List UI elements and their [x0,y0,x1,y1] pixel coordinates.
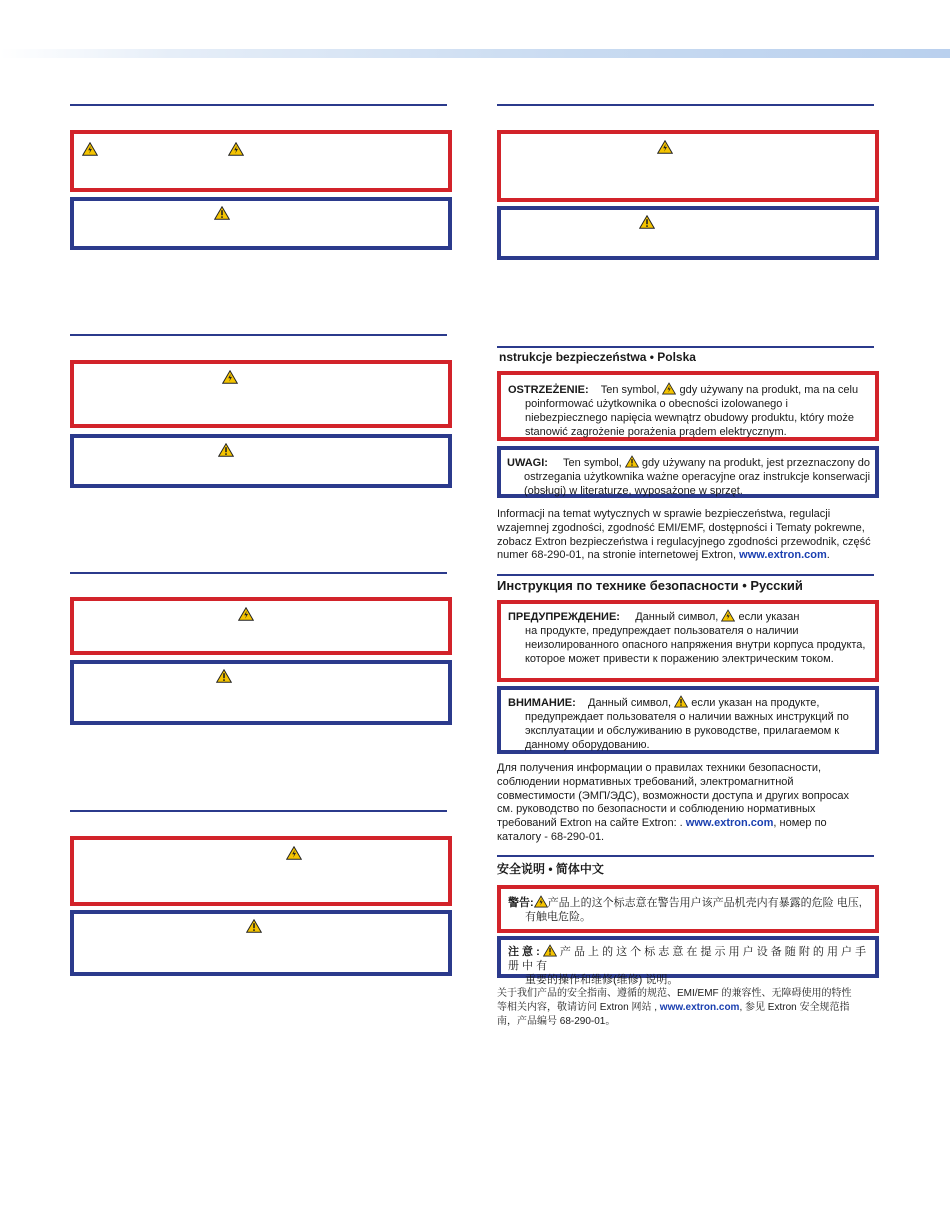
caution-icon [216,669,232,683]
caution-body: 重要的操作和维修(维修) 说明。 [525,974,679,986]
warning-box-russian [497,600,879,682]
caution-intro: Ten symbol, [563,457,622,469]
caution-box [70,910,452,976]
extron-link[interactable]: www.extron.com [739,549,827,562]
caution-box [497,206,879,260]
warning-text-russian [508,609,872,666]
extron-link[interactable]: www.extron.com [659,1002,740,1013]
caution-label: 注 意 : [508,946,540,958]
info-text: 关于我们产品的安全指南、遵循的规范、EMI/EMF 的兼容性、无障碍使用的特性等相关内容，敬请访问 Extron 网站 , [497,988,852,1013]
warning-box-chinese [497,885,879,933]
caution-icon [625,455,639,468]
caution-text-russian [508,695,872,752]
warning-text-polish [508,382,872,439]
shock-warning-icon [228,142,244,156]
info-paragraph-polish [497,508,875,563]
caution-box [70,434,452,488]
shock-warning-icon [662,382,676,395]
warning-label: ПРЕДУПРЕЖДЕНИЕ: [508,611,620,623]
warning-body: poinformować użytkownika o obecności izolowanego i niebezpiecznego napięcia wewnątrz obudowy produktu, który może stanowić zagrożenie porażenia prądem elektrycznym. [525,398,854,438]
section-rule [70,104,447,106]
caution-body: ostrzegania użytkownika ważne operacyjne oraz instrukcje konserwacji (obsługi) w literaturze, wyposażone w sprzęt. [524,471,871,497]
section-rule [70,334,447,336]
section-title-russian: Инструкция по технике безопасности • Русский [497,578,803,593]
caution-box [70,660,452,725]
caution-icon [214,206,230,220]
section-rule [497,574,874,576]
warning-line1: 产品上的这个标志意在警告用户该产品机壳内有暴露的危险 电压, [547,897,862,909]
caution-box [70,197,452,250]
info-paragraph-chinese [497,987,857,1029]
caution-text-polish [507,455,873,498]
caution-icon [218,443,234,457]
info-paragraph-russian [497,762,865,845]
warning-text-chinese [508,895,872,924]
warning-box [70,130,452,192]
caution-icon [246,919,262,933]
info-end: , 参见 Extron 安全规范指南，产品编号 68-290-01。 [497,1002,850,1027]
section-rule [70,810,447,812]
caution-icon [674,695,688,708]
shock-warning-icon [534,895,548,908]
section-rule [70,572,447,574]
info-text: Для получения информации о правилах техники безопасности, соблюдении нормативных требований, электромагнитной совместимости (ЭМП/ЭДС), возможности доступа и других вопросах см. руководство по безопасности и соблюдению нормативных требований Extron на сайте Extron: . [497,762,850,830]
caution-icon [639,215,655,229]
caution-line1: 产 品 上 的 这 个 标 志 意 在 提 示 用 户 设 备 随 附 的 用 户 手 册 中 有 [508,946,867,972]
caution-icon [543,944,557,957]
caution-text-chinese [508,944,872,987]
shock-warning-icon [222,370,238,384]
caution-box-polish [497,446,879,498]
warning-box [70,360,452,428]
header-band [0,49,950,58]
caution-box-chinese [497,936,879,986]
section-title-chinese: 安全说明 • 简体中文 [497,862,604,876]
shock-warning-icon [657,140,673,154]
caution-box-russian [497,686,879,754]
shock-warning-icon [82,142,98,156]
caution-intro: Данный символ, [588,697,672,709]
section-rule [497,104,874,106]
warning-intro: Данный символ, [635,611,719,623]
caution-body: предупреждает пользователя о наличии важных инструкций по эксплуатации и обслуживанию в руководстве, прилагаемом к данному оборудованию. [525,711,849,751]
caution-line1: gdy używany na produkt, jest przeznaczony do [641,457,870,469]
warning-body: 有触电危险。 [525,911,591,923]
section-rule [497,855,874,857]
shock-warning-icon [286,846,302,860]
info-text: Informacji na temat wytycznych w sprawie bezpieczeństwa, regulacji wzajemnej zgodności, zgodność EMI/EMF, dostępności i Tematy pokrewne, zobacz Extron bezpieczeństwa i regulacyjnego zgodności przewodnik, część numer 68-290-01, na stronie internetowej Extron, [497,508,871,562]
warning-box-polish [497,371,879,441]
info-end: . [826,549,830,562]
warning-body: на продукте, предупреждает пользователя о наличии неизолированного опасного напряжения внутри корпуса продукта, которое может привести к поражению электрическим током. [525,625,866,665]
warning-box [497,130,879,202]
caution-label: UWAGI: [507,457,548,469]
warning-line1: gdy używany na produkt, ma na celu [679,384,859,396]
warning-label: 警告: [508,897,534,909]
warning-label: OSTRZEŻENIE: [508,384,589,396]
info-end: , номер по каталогу - 68-290-01. [497,817,827,843]
warning-intro: Ten symbol, [600,384,660,396]
extron-link[interactable]: www.extron.com [685,817,774,830]
shock-warning-icon [238,607,254,621]
section-rule [497,346,874,348]
shock-warning-icon [721,609,735,622]
warning-box [70,836,452,906]
caution-label: ВНИМАНИЕ: [508,697,576,709]
section-title-polish: nstrukcje bezpieczeństwa • Polska [499,350,696,364]
caution-line1: если указан на продукте, [691,697,820,709]
warning-box [70,597,452,655]
warning-line1: если указан [738,611,800,623]
